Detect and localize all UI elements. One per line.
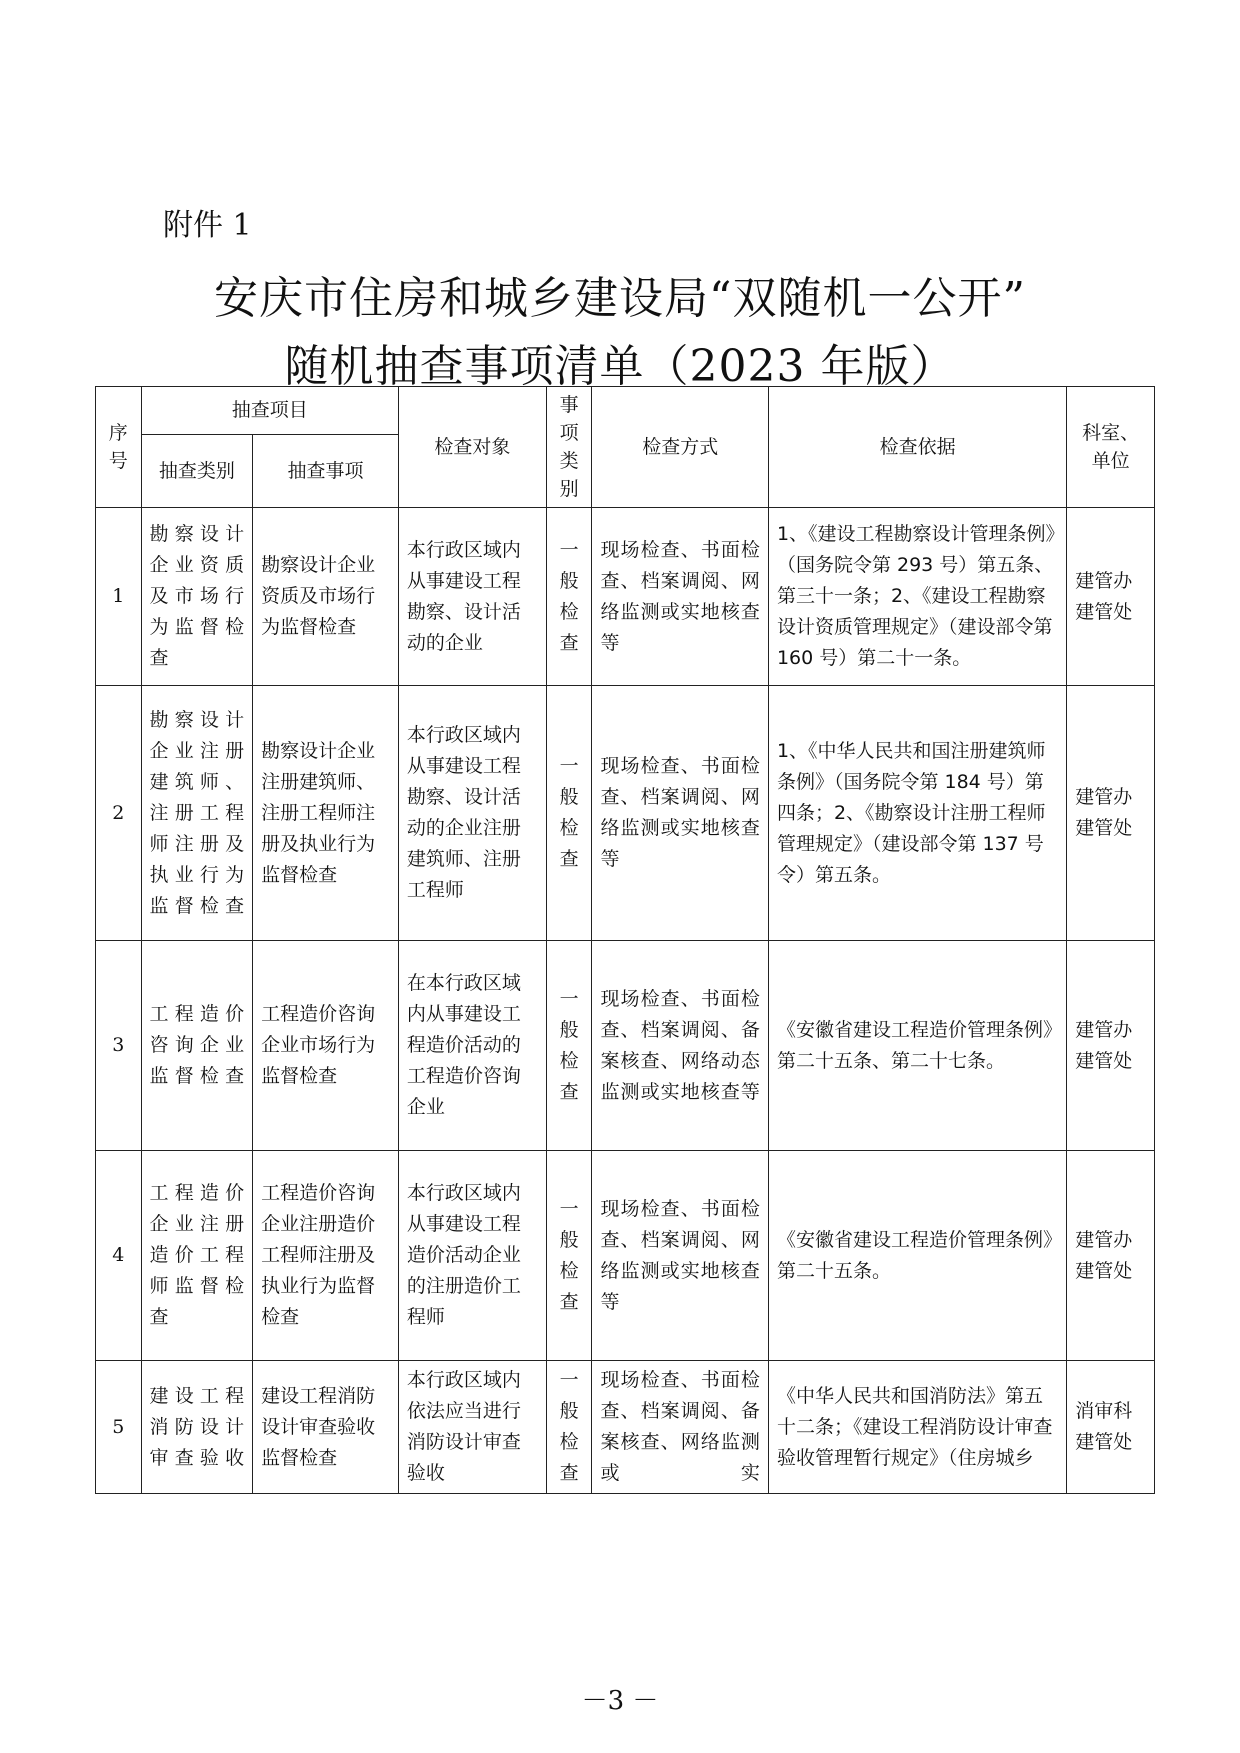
row-category: 勘察设计企业注册建筑师、注册工程师注册及执业行为监督检查 xyxy=(141,686,253,941)
header-item: 抽查事项 xyxy=(253,434,399,507)
header-seq: 序号 xyxy=(96,387,142,508)
row-seq: 4 xyxy=(96,1151,142,1361)
table-row xyxy=(96,686,1155,941)
header-group: 抽查项目 xyxy=(141,387,398,435)
document-title-line1: 安庆市住房和城乡建设局“双随机一公开” xyxy=(214,273,1026,324)
row-seq: 1 xyxy=(96,508,142,686)
row-type: 一般检查 xyxy=(546,686,592,941)
row-target: 在本行政区域内从事建设工程造价活动的工程造价咨询企业 xyxy=(398,941,546,1151)
row-dept: 建管办建管处 xyxy=(1067,686,1155,941)
row-basis: 1、《建设工程勘察设计管理条例》（国务院令第 293 号）第五条、第三十一条；2、《建设工程勘察设计资质管理规定》（建设部令第 160 号）第二十一条。 xyxy=(768,508,1066,686)
row-seq: 2 xyxy=(96,686,142,941)
header-category: 抽查类别 xyxy=(141,434,253,507)
header-basis: 检查依据 xyxy=(768,387,1066,508)
row-type: 一般检查 xyxy=(546,508,592,686)
row-category: 工程造价企业注册造价工程师监督检查 xyxy=(141,1151,253,1361)
row-basis: 《安徽省建设工程造价管理条例》第二十五条。 xyxy=(768,1151,1066,1361)
row-item: 勘察设计企业资质及市场行为监督检查 xyxy=(253,508,399,686)
row-method: 现场检查、书面检查、档案调阅、网络监测或实地核查等 xyxy=(592,1151,768,1361)
row-category: 勘察设计企业资质及市场行为监督检查 xyxy=(141,508,253,686)
row-seq: 3 xyxy=(96,941,142,1151)
table-row xyxy=(96,1361,1155,1494)
header-dept: 科室、单位 xyxy=(1067,387,1155,508)
row-method: 现场检查、书面检查、档案调阅、网络监测或实地核查等 xyxy=(592,508,768,686)
row-target: 本行政区域内从事建设工程勘察、设计活动的企业 xyxy=(398,508,546,686)
row-basis: 《中华人民共和国消防法》第五十二条；《建设工程消防设计审查验收管理暂行规定》（住房城乡 xyxy=(768,1361,1066,1494)
row-item: 勘察设计企业注册建筑师、注册工程师注册及执业行为监督检查 xyxy=(253,686,399,941)
header-method: 检查方式 xyxy=(592,387,768,508)
document-title-line2: 随机抽查事项清单（2023 年版） xyxy=(284,341,956,392)
row-type: 一般检查 xyxy=(546,941,592,1151)
row-method: 现场检查、书面检查、档案调阅、备案核查、网络动态监测或实地核查等 xyxy=(592,941,768,1151)
row-method: 现场检查、书面检查、档案调阅、网络监测或实地核查等 xyxy=(592,686,768,941)
row-item: 建设工程消防设计审查验收监督检查 xyxy=(253,1361,399,1494)
table-row xyxy=(96,1151,1155,1361)
row-basis: 《安徽省建设工程造价管理条例》第二十五条、第二十七条。 xyxy=(768,941,1066,1151)
row-type: 一般检查 xyxy=(546,1361,592,1494)
row-dept: 建管办建管处 xyxy=(1067,941,1155,1151)
row-dept: 建管办建管处 xyxy=(1067,1151,1155,1361)
row-target: 本行政区域内从事建设工程勘察、设计活动的企业注册建筑师、注册工程师 xyxy=(398,686,546,941)
row-seq: 5 xyxy=(96,1361,142,1494)
row-basis: 1、《中华人民共和国注册建筑师条例》（国务院令第 184 号）第四条；2、《勘察设计注册工程师管理规定》（建设部令第 137 号令）第五条。 xyxy=(768,686,1066,941)
row-item: 工程造价咨询企业注册造价工程师注册及执业行为监督检查 xyxy=(253,1151,399,1361)
row-target: 本行政区域内从事建设工程造价活动企业的注册造价工程师 xyxy=(398,1151,546,1361)
row-dept: 消审科建管处 xyxy=(1067,1361,1155,1494)
row-type: 一般检查 xyxy=(546,1151,592,1361)
header-type: 事项类别 xyxy=(546,387,592,508)
row-target: 本行政区域内依法应当进行消防设计审查验收 xyxy=(398,1361,546,1494)
row-category: 工程造价咨询企业监督检查 xyxy=(141,941,253,1151)
header-target: 检查对象 xyxy=(398,387,546,508)
page-number: －3 － xyxy=(581,1686,659,1716)
row-category: 建设工程消防设计审查验收 xyxy=(141,1361,253,1494)
table-row xyxy=(96,941,1155,1151)
attachment-label: 附件 1 xyxy=(163,208,252,243)
inspection-table xyxy=(95,386,1155,1494)
row-dept: 建管办建管处 xyxy=(1067,508,1155,686)
row-method: 现场检查、书面检查、档案调阅、备案核查、网络监测或实 xyxy=(592,1361,768,1494)
table-row xyxy=(96,508,1155,686)
row-item: 工程造价咨询企业市场行为监督检查 xyxy=(253,941,399,1151)
